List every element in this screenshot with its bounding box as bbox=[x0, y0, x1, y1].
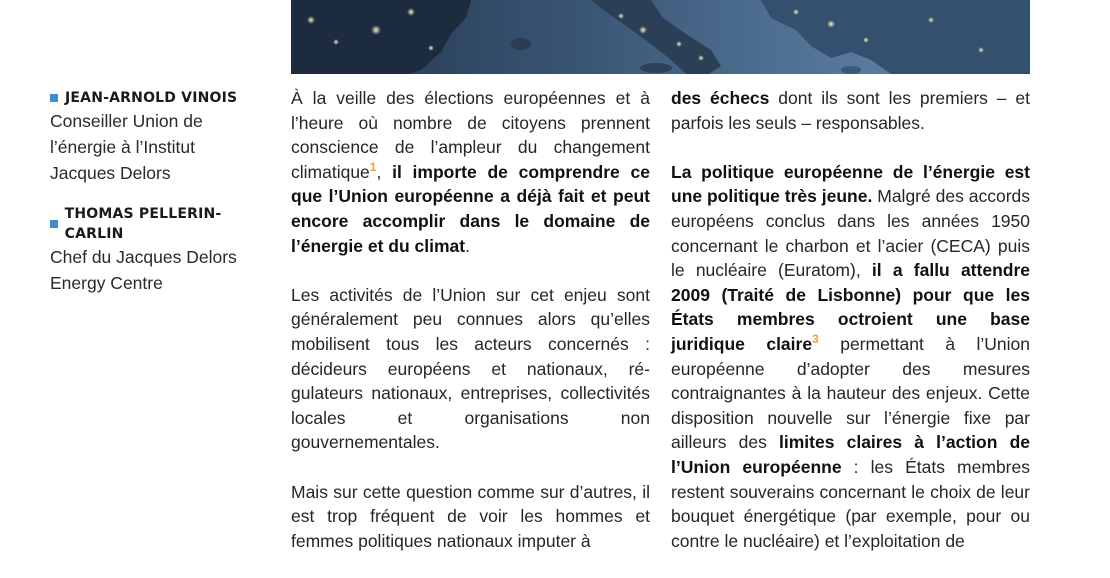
square-bullet-icon bbox=[50, 220, 58, 228]
bold-text: La politique européenne de l’énergie est une politique très jeune. bbox=[671, 161, 1030, 207]
paragraph bbox=[671, 86, 1030, 135]
text-run: dont ils sont les premiers – et parfois les seuls – responsables. bbox=[671, 88, 1030, 133]
author-role-line: Energy Centre bbox=[50, 273, 163, 293]
text-run: . bbox=[465, 235, 470, 256]
bold-text: limites claires à l’action de l’Union européenne bbox=[671, 432, 1030, 477]
body-column-2 bbox=[671, 86, 1030, 578]
paragraph: Les activités de l’Union sur cet enjeu sont généralement peu connues alors qu’elles mobilisent tous les acteurs concernés : décideurs européens et nationaux, régulateurs nationaux, entreprises, collectivités locales et organisations non gouvernementales. bbox=[291, 284, 650, 453]
text-run: À la veille des élections européennes et à l’heure où nombre de citoyens prennent conscience de l’ampleur du changement climatique bbox=[291, 88, 650, 182]
author-role-line: Jacques Delors bbox=[50, 163, 171, 183]
author-role bbox=[50, 244, 270, 296]
footnote-ref-link[interactable]: 1 bbox=[369, 159, 377, 174]
text-run: : les États membres restent souverains concernant le choix de leur bouquet énergétique (par exemple, pour ou contre le nucléaire) et l’exploitation de bbox=[671, 456, 1030, 551]
author-card bbox=[50, 88, 270, 186]
body-column-1 bbox=[291, 86, 650, 578]
author-name-row bbox=[50, 88, 270, 108]
paragraph: Mais sur cette question comme sur d’autres, il est trop fréquent de voir les hommes et femmes politiques nationaux imputer à bbox=[291, 481, 650, 551]
author-name-row bbox=[50, 204, 270, 244]
author-role-line: Chef du Jacques Delors bbox=[50, 247, 237, 267]
paragraph bbox=[291, 86, 650, 258]
text-run: Malgré des accords européens conclus dans les années 1950 concernant le charbon et l’acier (CECA) puis le nucléaire (Euratom), bbox=[671, 186, 1030, 281]
satellite-image-art bbox=[291, 0, 1030, 74]
text-run: permettant à l’Union européenne d’adopter des mesures contraignantes à la hauteur des enjeux. Cette disposition nouvelle sur l’énergie fixe par ailleurs des bbox=[671, 333, 1030, 453]
text-run: , bbox=[376, 161, 393, 182]
satellite-image bbox=[291, 0, 1030, 74]
author-role-line: Conseiller Union de bbox=[50, 111, 203, 131]
author-name: THOMAS PELLERIN-CARLIN bbox=[64, 206, 222, 242]
bold-text: des échecs bbox=[671, 88, 770, 108]
footnote-ref-link[interactable]: 3 bbox=[812, 332, 819, 347]
paragraph bbox=[671, 160, 1030, 554]
authors-list bbox=[50, 88, 270, 314]
bold-text: il a fallu attendre 2009 (Traité de Lisbonne) pour que les États membres octroient une base juridique claire bbox=[671, 260, 1030, 354]
square-bullet-icon bbox=[50, 94, 58, 102]
author-role-line: l’énergie à l’Institut bbox=[50, 137, 195, 157]
author-role bbox=[50, 108, 270, 186]
author-name: JEAN-ARNOLD VINOIS bbox=[65, 90, 238, 106]
bold-text: il importe de comprendre ce que l’Union européenne a déjà fait et peut encore accomplir dans le domaine de l’énergie et du climat bbox=[291, 161, 650, 256]
author-card bbox=[50, 204, 270, 296]
